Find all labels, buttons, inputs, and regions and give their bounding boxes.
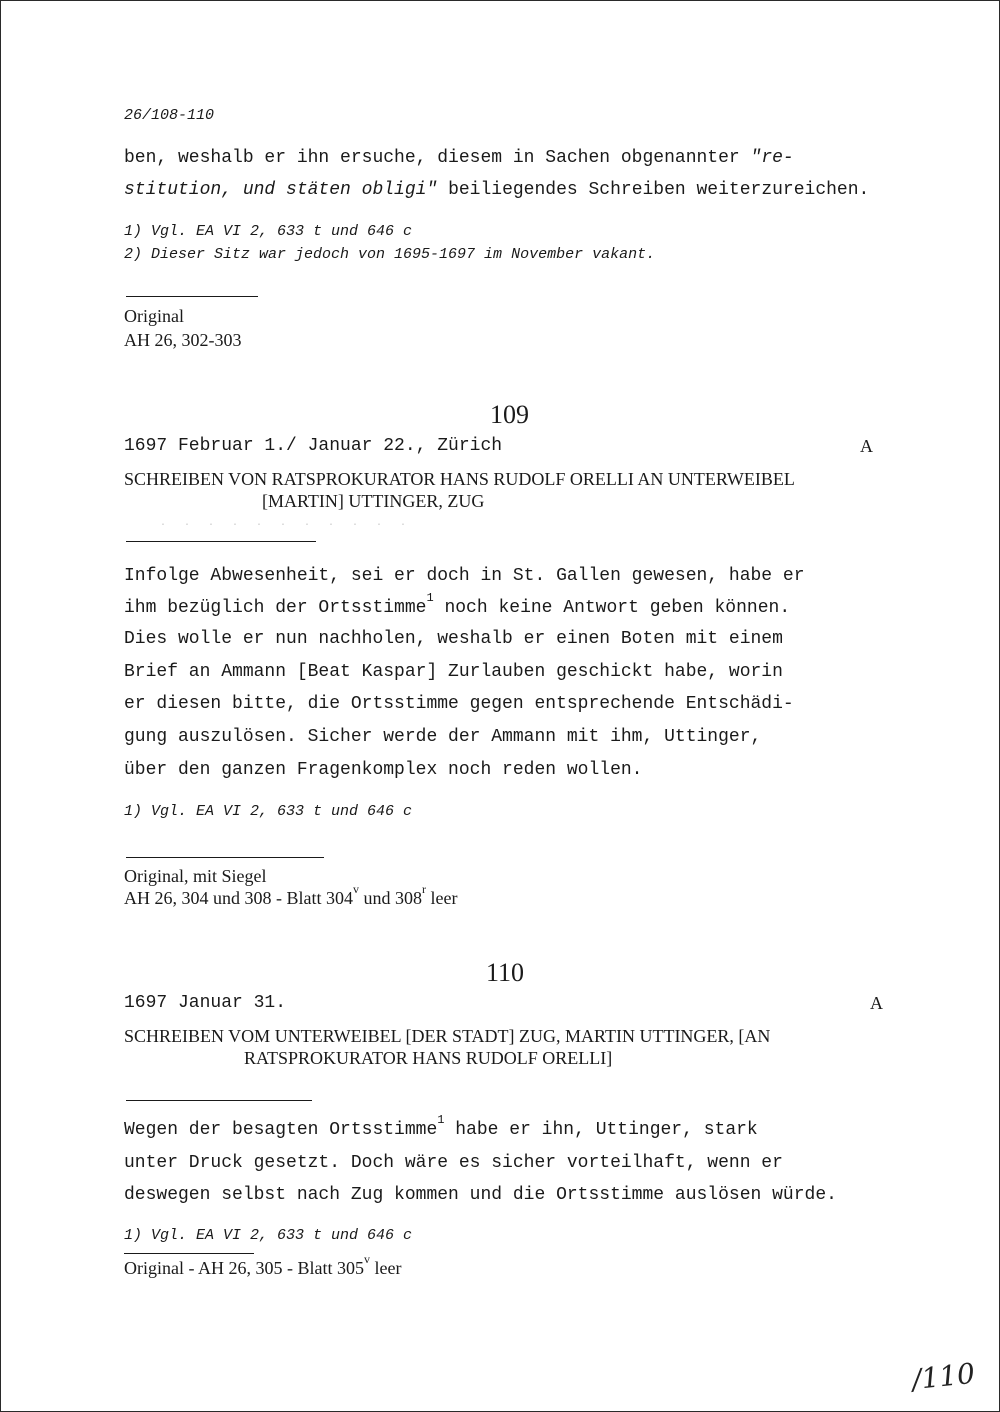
doc-109-body-line-7: über den ganzen Fragenkomplex noch reden wollen.: [124, 760, 643, 780]
doc-109-body-line-3: Dies wolle er nun nachholen, weshalb er einen Boten mit einem: [124, 629, 783, 649]
doc-109-source-line-2: AH 26, 304 und 308 - Blatt 304$^v$ und 308$^r$ leer: [124, 882, 458, 908]
doc-110-divider: [126, 1100, 312, 1101]
carryover-line-1: ben, weshalb er ihn ersuche, diesem in Sachen obgenannter "re-: [124, 148, 794, 168]
source-top-line-2: AH 26, 302-303: [124, 330, 242, 350]
carryover-line-2: stitution, und stäten obligi" beiliegendes Schreiben weiterzureichen.: [124, 180, 870, 200]
doc-110-footnote: 1) Vgl. EA VI 2, 633 t und 646 c: [124, 1227, 413, 1244]
footnote-2-top: 2) Dieser Sitz war jedoch von 1695-1697 im November vakant.: [124, 246, 656, 263]
doc-109-body-line-5: er diesen bitte, die Ortsstimme gegen entsprechende Entschädi-: [124, 694, 794, 714]
doc-110-source-divider: [124, 1253, 254, 1254]
doc-109-title-line-1: SCHREIBEN VON RATSPROKURATOR HANS RUDOLF ORELLI AN UNTERWEIBEL: [124, 469, 795, 489]
doc-109-title-line-2: [MARTIN] UTTINGER, ZUG: [262, 491, 485, 511]
doc-110-mark: A: [870, 993, 883, 1013]
doc-109-body-line-1: Infolge Abwesenheit, sei er doch in St. Gallen gewesen, habe er: [124, 566, 805, 586]
doc-110-source: Original - AH 26, 305 - Blatt 305$^v$ leer: [124, 1252, 402, 1278]
doc-110-body-line-3: deswegen selbst nach Zug kommen und die Ortsstimme auslösen würde.: [124, 1185, 837, 1205]
handwritten-page-number: /110: [910, 1356, 977, 1397]
doc-110-date: 1697 Januar 31.: [124, 993, 287, 1013]
scan-dots: · · · · · · · · · · ·: [160, 520, 413, 531]
doc-109-mark: A: [860, 436, 873, 456]
doc-109-body-line-2: ihm bezüglich der Ortsstimme$^1$ noch keine Antwort geben können.: [124, 591, 791, 618]
doc-109-footnote: 1) Vgl. EA VI 2, 633 t und 646 c: [124, 803, 413, 820]
source-divider-top: [126, 296, 258, 297]
doc-109-body-line-6: gung auszulösen. Sicher werde der Ammann mit ihm, Uttinger,: [124, 727, 762, 747]
doc-109-source-divider: [126, 857, 324, 858]
doc-109-number: 109: [490, 400, 529, 429]
footnote-1-top: 1) Vgl. EA VI 2, 633 t und 646 c: [124, 223, 413, 240]
footnote-ref: 1: [437, 1113, 445, 1127]
page-reference: 26/108-110: [124, 107, 215, 124]
footnote-ref: 1: [426, 591, 434, 605]
doc-109-date: 1697 Februar 1./ Januar 22., Zürich: [124, 436, 503, 456]
doc-110-body-line-2: unter Druck gesetzt. Doch wäre es sicher vorteilhaft, wenn er: [124, 1153, 783, 1173]
doc-109-body-line-4: Brief an Ammann [Beat Kaspar] Zurlauben geschickt habe, worin: [124, 662, 783, 682]
doc-109-source-line-1: Original, mit Siegel: [124, 866, 267, 886]
doc-110-title-line-2: RATSPROKURATOR HANS RUDOLF ORELLI]: [244, 1048, 613, 1068]
doc-110-number: 110: [486, 958, 525, 987]
source-top-line-1: Original: [124, 306, 184, 326]
doc-110-body-line-1: Wegen der besagten Ortsstimme$^1$ habe er ihn, Uttinger, stark: [124, 1113, 758, 1140]
doc-109-divider: [126, 541, 316, 542]
doc-110-title-line-1: SCHREIBEN VOM UNTERWEIBEL [DER STADT] ZUG, MARTIN UTTINGER, [AN: [124, 1026, 771, 1046]
